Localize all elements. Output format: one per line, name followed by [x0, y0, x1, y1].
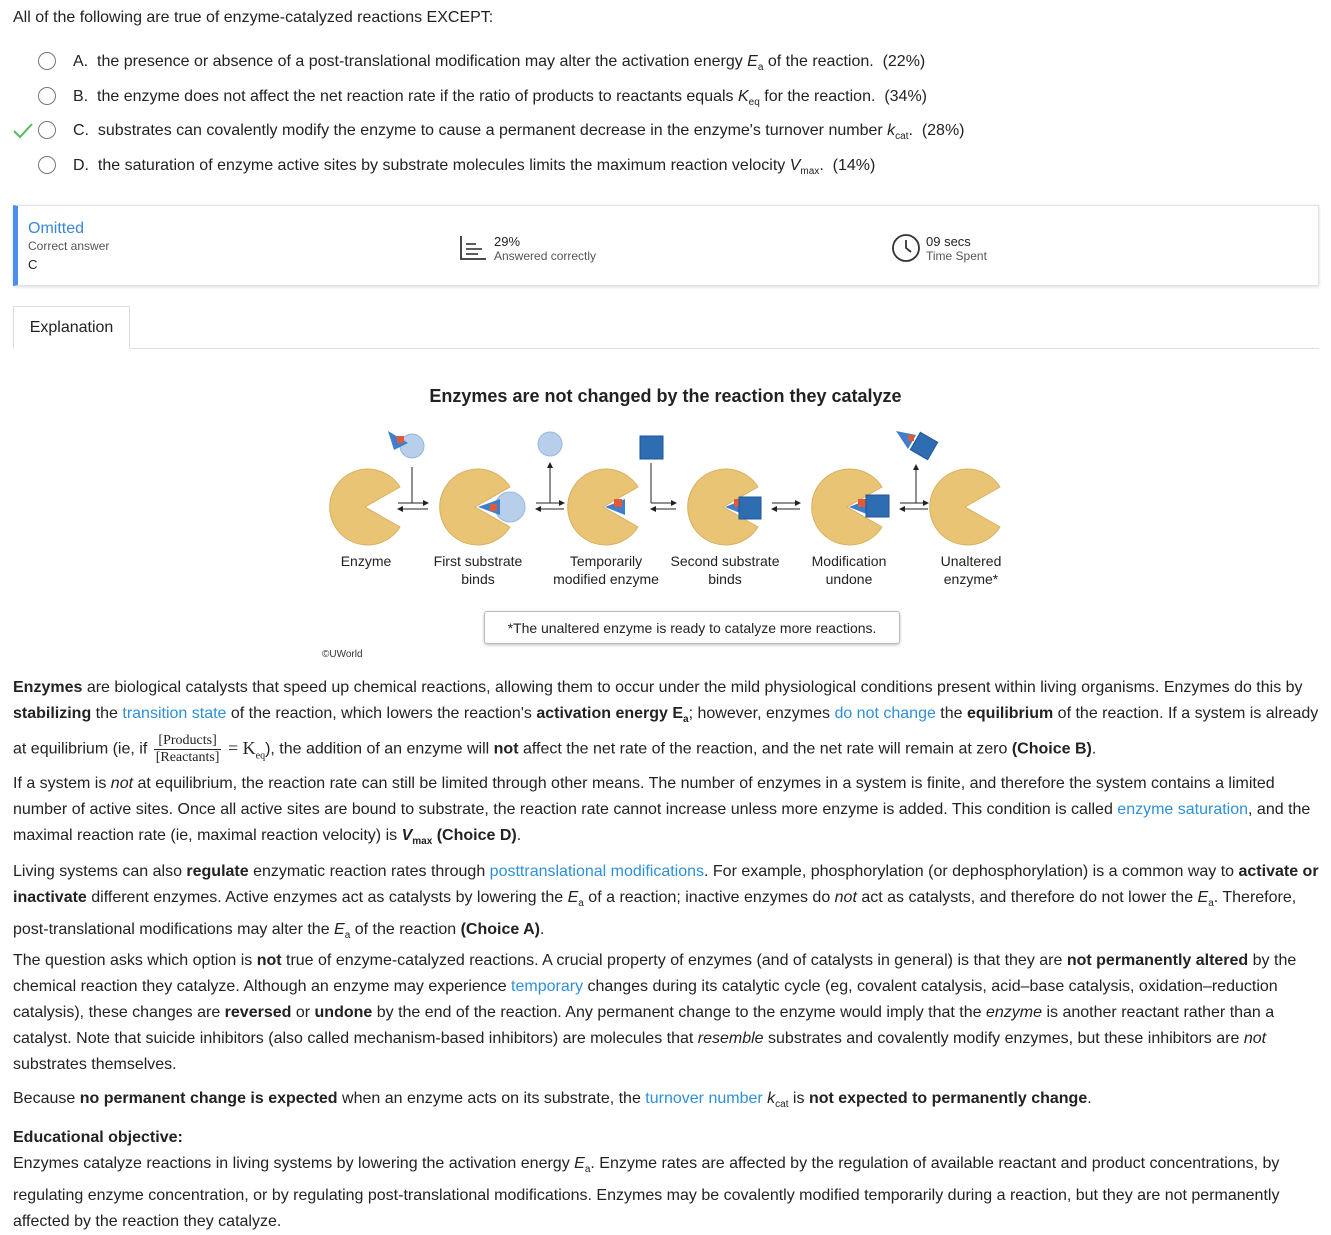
clock-icon: [891, 233, 921, 263]
option-d[interactable]: [0, 154, 1000, 178]
enzyme-2: [440, 469, 525, 545]
enzyme-4: [688, 469, 761, 545]
check-icon: [12, 121, 34, 141]
label-first-substrate: First substrate binds: [433, 553, 523, 587]
question-stem: All of the following are true of enzyme-catalyzed reactions EXCEPT:: [13, 9, 494, 26]
equilibrium-arrow-3: [651, 503, 676, 509]
time-spent: 09 secs: [926, 234, 971, 249]
percent-correct-label: Answered correctly: [494, 249, 597, 263]
link-posttranslational-modifications[interactable]: posttranslational modifications: [489, 863, 705, 880]
time-spent-label: Time Spent: [926, 249, 987, 263]
percent-correct: 29%: [494, 234, 521, 249]
label-enzyme: Enzyme: [340, 553, 392, 569]
copyright: ©UWorld: [322, 649, 363, 660]
label-modified-enzyme: Temporarily modified enzyme: [553, 553, 659, 587]
educational-objective-title: Educational objective:: [13, 1129, 183, 1146]
equilibrium-arrow-1: [398, 467, 428, 509]
radio-b[interactable]: [38, 87, 56, 105]
label-unaltered-enzyme: Unaltered enzyme*: [940, 553, 1002, 587]
educational-objective: Educational objective: Enzymes catalyze reactions in living systems by lowering the activation energy $E_a$. Enzyme rates are affected by the regulation of available reactant and product concentrations, by regulating enzyme concentration, or by regulating post-translational modifications. Enzymes may be covalently modified temporarily during a reaction, but they are not permanently affected by the reaction they catalyze.: [13, 1125, 1319, 1235]
radio-c[interactable]: [38, 121, 56, 139]
radio-a[interactable]: [38, 52, 56, 70]
enzyme-5: [812, 469, 889, 545]
explanation-paragraph-2: If a system is not at equilibrium, the reaction rate can still be limited through other means. The number of enzymes in a system is finite, and therefore the system contains a limited number of active sites. Once all active sites are bound to substrate, the reaction rate cannot increase unless more enzyme is added. This condition is called enzyme saturation, and the maximal reaction rate (ie, maximal reaction velocity) is $V_{max}$ (Choice D).: [13, 775, 1311, 848]
option-c-text: C. substrates can covalently modify the enzyme to cause a permanent decrease in the enzyme's turnover number $k_{cat}$. (28%): [73, 122, 965, 143]
correct-answer-label: Correct answer: [28, 239, 110, 253]
enzyme-1: [330, 469, 400, 545]
enzyme-3: [568, 469, 638, 545]
enzyme-6: [930, 469, 1000, 545]
link-do-not-change[interactable]: do not change: [834, 705, 936, 722]
radio-d[interactable]: [38, 156, 56, 174]
status-label: Omitted: [28, 220, 85, 237]
explanation-paragraph-5: Because no permanent change is expected when an enzyme acts on its substrate, the turnover number $k_{cat}$ is not expected to permanently change.: [13, 1090, 1092, 1111]
option-d-text: D. the saturation of enzyme active sites by substrate molecules limits the maximum reaction velocity $V_{max}$. (14%): [73, 157, 876, 178]
equilibrium-arrow-2: [536, 503, 564, 509]
label-modification-undone: Modification undone: [811, 553, 887, 587]
substrate-1-free: [388, 431, 424, 458]
explanation-paragraph-4: The question asks which option is not true of enzyme-catalyzed reactions. A crucial property of enzymes (and of catalysts in general) is that they are not permanently altered by the chemical reaction they catalyze. Although an enzyme may experience temporary changes during its catalytic cycle (eg, covalent catalysis, acid–base catalysis, oxidation–reduction catalysis), these changes are reversed or undone by the end of the reaction. Any permanent change to the enzyme would imply that the enzyme is another reactant rather than a catalyst. Note that suicide inhibitors (also called mechanism-based inhibitors) are molecules that resemble substrates and covalently modify enzymes, but these inhibitors are not substrates themselves.: [13, 952, 1297, 1073]
equilibrium-arrow-5: [900, 503, 928, 509]
figure-note: *The unaltered enzyme is ready to catalyze more reactions.: [484, 611, 900, 644]
link-turnover-number[interactable]: turnover number: [645, 1090, 763, 1107]
option-b-text: B. the enzyme does not affect the net reaction rate if the ratio of products to reactants equals $K_{eq}$ for the reaction. (34%): [73, 88, 927, 109]
equilibrium-arrow-4: [772, 503, 800, 509]
option-a[interactable]: [0, 50, 1000, 74]
option-a-text: A. the presence or absence of a post-translational modification may alter the activation energy $E_a$ of the reaction. (22%): [73, 53, 926, 74]
substrate-1-released: [538, 432, 562, 503]
option-c[interactable]: [0, 119, 1000, 143]
stats-panel: [13, 205, 1319, 286]
label-second-substrate: Second substrate binds: [670, 553, 780, 587]
link-temporary[interactable]: temporary: [511, 978, 584, 995]
explanation-paragraph-3: Living systems can also regulate enzymatic reaction rates through posttranslational modifications. For example, phosphorylation (or dephosphorylation) is a common way to activate or inactivate different enzymes. Active enzymes act as catalysts by lowering the $E_a$ of a reaction; inactive enzymes do not act as catalysts, and therefore do not lower the $E_a$. Therefore, post-translational modifications may alter the $E_a$ of the reaction (Choice A).: [13, 863, 1319, 942]
option-b[interactable]: [0, 85, 1000, 109]
link-enzyme-saturation[interactable]: enzyme saturation: [1117, 801, 1249, 818]
fraction: $\frac{\text{[Products]}}{\text{[Reactants]}}$: [155, 733, 220, 766]
substrate-2-free: [640, 436, 663, 503]
figure-title: Enzymes are not changed by the reaction they catalyze: [429, 386, 902, 406]
product-released: [896, 431, 938, 503]
explanation-paragraph-1: Enzymes are biological catalysts that speed up chemical reactions, allowing them to occur under the mild physiological conditions present within living organisms. Enzymes do this by stabilizing the transition state of the reaction, which lowers the reaction's activation energy $E_a$; however, enzymes do not change the equilibrium of the reaction. If a system is already at equilibrium (ie, if $\frac{\text{[Products]}}{\text{[Reactants]}}$ = $K_{eq}$), the addition of an enzyme will not affect the net rate of the reaction, and the net rate will remain at zero (Choice B).: [13, 679, 1319, 766]
tab-divider: [13, 348, 1319, 349]
tab-explanation[interactable]: Explanation: [13, 306, 130, 349]
bar-chart-icon: [458, 234, 488, 262]
correct-answer-value: C: [28, 257, 38, 272]
link-transition-state[interactable]: transition state: [122, 705, 227, 722]
